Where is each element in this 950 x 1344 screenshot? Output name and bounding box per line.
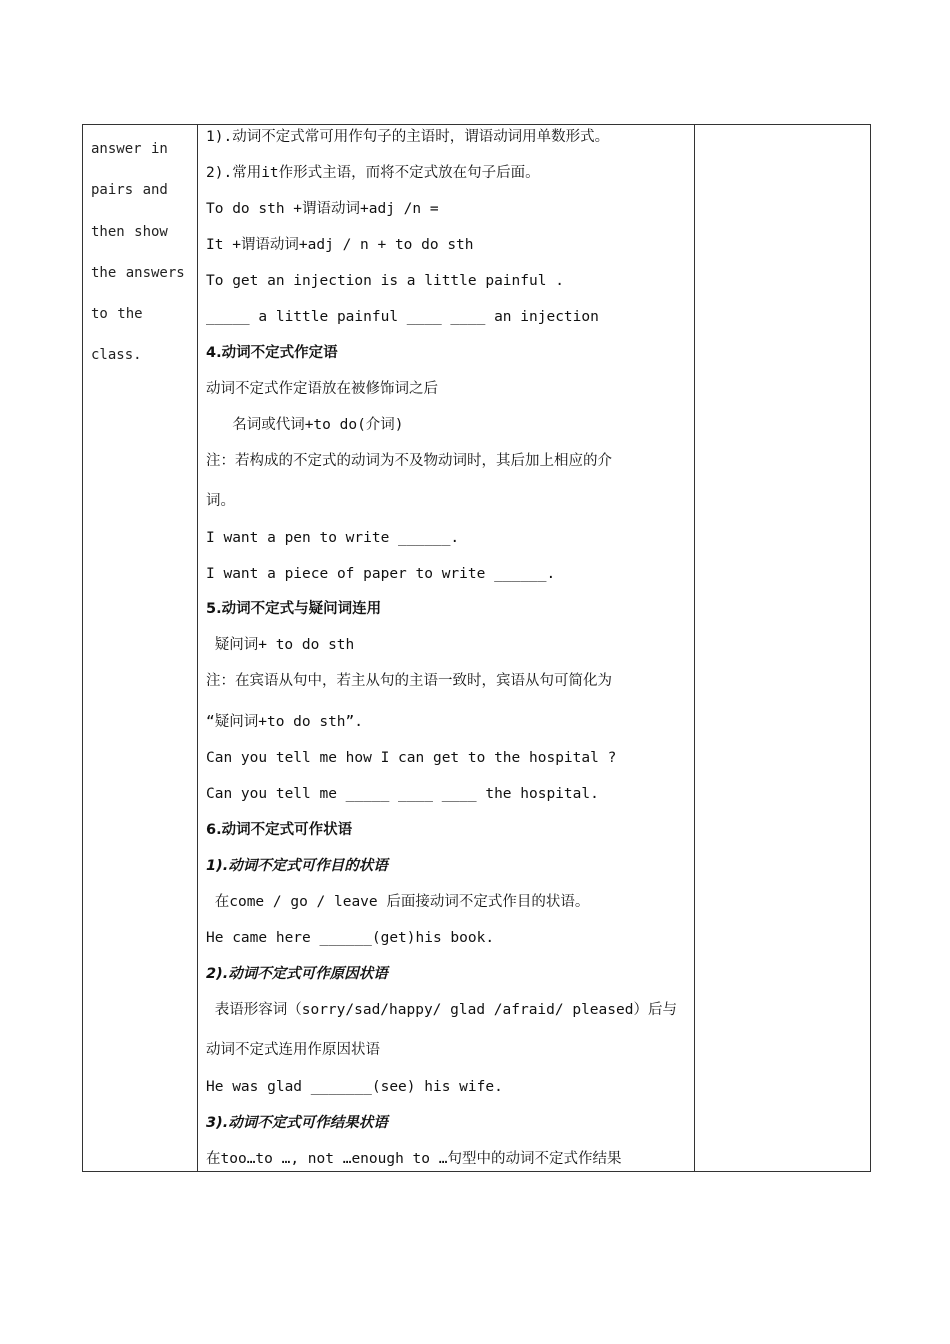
content-line: _____ a little painful ____ ____ an injection: [206, 309, 599, 325]
activity-text: [83, 125, 197, 377]
content-line: It +谓语动词+adj / n + to do sth: [206, 237, 474, 253]
content-line: To do sth +谓语动词+adj /n =: [206, 201, 439, 217]
content-line: 1).动词不定式常可用作句子的主语时，谓语动词用单数形式。: [206, 129, 610, 145]
lesson-table: [82, 124, 871, 1172]
content-line: 疑问词+ to do sth: [206, 637, 355, 653]
notes-cell: [695, 125, 871, 1172]
content-line: He came here ______(get)his book.: [206, 930, 495, 946]
activity-line: pairs and: [91, 182, 168, 199]
content-line: 在come / go / leave 后面接动词不定式作目的状语。: [206, 894, 590, 910]
section-heading: 4.动词不定式作定语: [206, 345, 338, 361]
content-line: He was glad _______(see) his wife.: [206, 1079, 503, 1095]
subsection-heading: 3).动词不定式可作结果状语: [206, 1115, 388, 1131]
activity-line: class.: [91, 347, 142, 364]
content-line: I want a pen to write ______.: [206, 530, 460, 546]
subsection-heading: 1).动词不定式可作目的状语: [206, 858, 388, 874]
content-line: 动词不定式作定语放在被修饰词之后: [206, 381, 438, 397]
content-line: 在too…to …, not …enough to …句型中的动词不定式作结果: [206, 1151, 622, 1167]
content-line: 2).常用it作形式主语，而将不定式放在句子后面。: [206, 165, 540, 181]
content-line: 词。: [206, 493, 235, 509]
content-line: Can you tell me how I can get to the hospital ?: [206, 750, 617, 766]
activity-cell: [83, 125, 198, 1172]
content-line: “疑问词+to do sth”.: [206, 714, 363, 730]
content-line: 注：在宾语从句中，若主从句的主语一致时，宾语从句可简化为: [206, 673, 612, 689]
activity-line: then show: [91, 223, 168, 240]
content-text: [198, 125, 694, 1171]
content-line: Can you tell me _____ ____ ____ the hospital.: [206, 786, 599, 802]
content-line: I want a piece of paper to write ______.: [206, 566, 556, 582]
section-heading: 5.动词不定式与疑问词连用: [206, 601, 382, 617]
subsection-heading: 2).动词不定式可作原因状语: [206, 966, 388, 982]
content-line: To get an injection is a little painful .: [206, 273, 564, 289]
content-line: 表语形容词（sorry/sad/happy/ glad /afraid/ pleased）后与: [206, 1002, 677, 1018]
table-row: [83, 125, 871, 1172]
activity-line: the answers: [91, 264, 185, 281]
activity-line: answer in: [91, 141, 168, 157]
activity-line: to the: [91, 306, 143, 323]
content-line: 动词不定式连用作原因状语: [206, 1042, 380, 1058]
content-line: 注：若构成的不定式的动词为不及物动词时，其后加上相应的介: [206, 453, 612, 469]
content-cell: [198, 125, 695, 1172]
section-heading: 6.动词不定式可作状语: [206, 822, 353, 838]
content-line: 名词或代词+to do(介词): [206, 417, 404, 433]
